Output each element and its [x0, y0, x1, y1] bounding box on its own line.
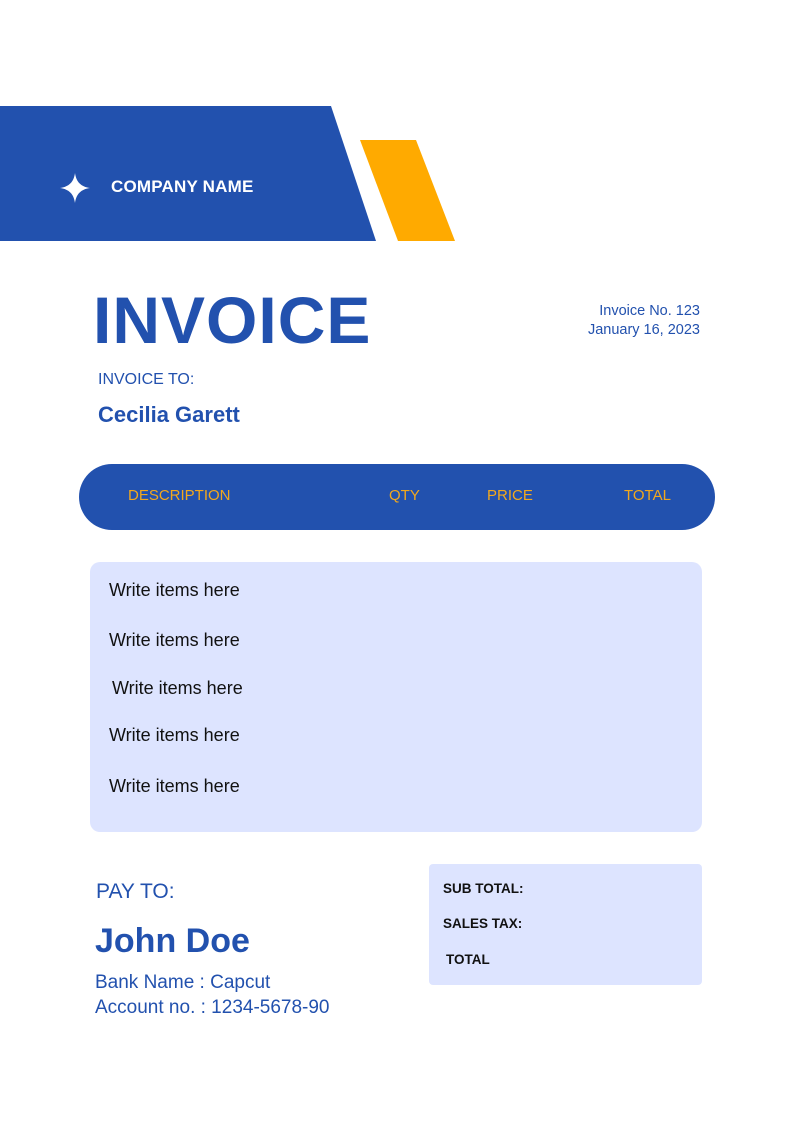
account-number: Account no. : 1234-5678-90 [95, 997, 330, 1018]
list-item: Write items here [109, 776, 240, 796]
list-item: Write items here [109, 725, 240, 745]
pay-to-label: PAY TO: [96, 880, 175, 903]
column-header-price: PRICE [487, 487, 533, 504]
list-item: Write items here [109, 580, 240, 600]
header-yellow-stripe [360, 140, 455, 241]
invoice-date: January 16, 2023 [587, 322, 700, 338]
total-label: TOTAL [446, 952, 490, 967]
payee-name: John Doe [95, 922, 250, 960]
header-blue-band [0, 106, 376, 241]
company-name: COMPANY NAME [111, 177, 254, 196]
four-point-star-icon [60, 173, 90, 203]
column-header-description: DESCRIPTION [128, 487, 231, 504]
invoice-number: Invoice No. 123 [599, 303, 700, 319]
sub-total-label: SUB TOTAL: [443, 881, 524, 896]
sales-tax-label: SALES TAX: [443, 916, 523, 931]
list-item: Write items here [112, 678, 243, 698]
invoice-to-label: INVOICE TO: [98, 371, 195, 388]
bank-name: Bank Name : Capcut [95, 972, 271, 993]
list-item: Write items here [109, 630, 240, 650]
invoice-meta [588, 302, 700, 340]
invoice-title: INVOICE [93, 283, 372, 357]
column-header-qty: QTY [389, 487, 420, 504]
client-name: Cecilia Garett [98, 402, 240, 427]
column-header-total: TOTAL [624, 487, 671, 504]
